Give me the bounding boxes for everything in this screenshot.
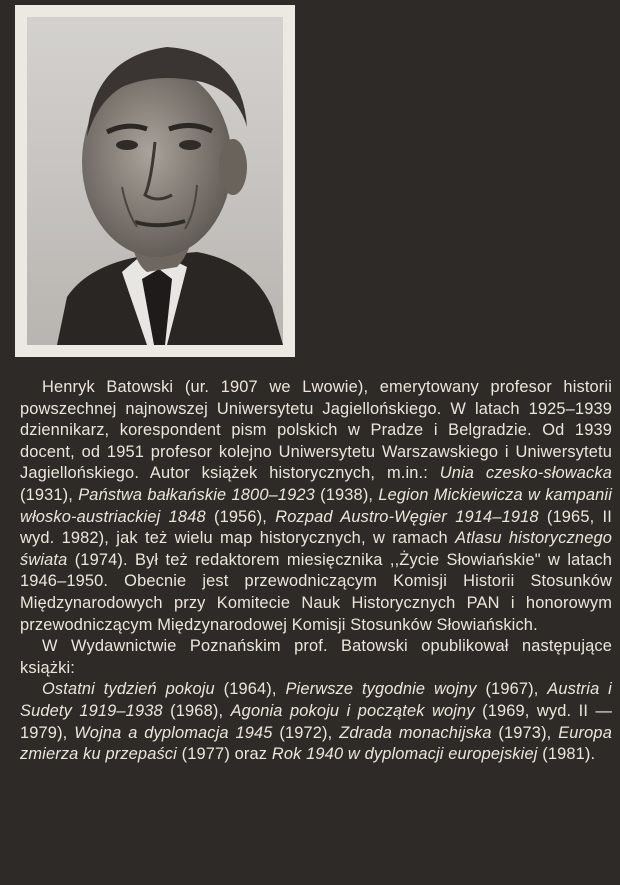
bio-text: (1974). Był też redaktorem miesięcznika ,,Życie Słowiańskie" w latach 1946–1950. Obecnie jest przewodniczącym Komisji Historii Stosunków Międzynarodowych przy Komitecie Nauk Historycznych PAN i honorowym przewodniczącym Międzynarodowej Komisji Stosunków Słowiańskich. <box>20 550 612 634</box>
book-title: Pierwsze tygodnie wojny <box>285 680 477 699</box>
book-title: Legion Mickiewicza w kampanii włosko-austriackiej 1848 <box>20 485 613 526</box>
bio-text: (1967), <box>476 680 548 699</box>
bio-paragraph-career <box>20 377 612 636</box>
book-title: Wojna a dyplomacja 1945 <box>74 723 273 742</box>
bio-text: (1956), <box>205 507 276 526</box>
bio-paragraph-book-list <box>20 679 612 765</box>
author-portrait <box>15 5 295 357</box>
book-title: Rok 1940 w dyplomacji europejskiej <box>271 745 538 764</box>
portrait-photo <box>27 17 283 345</box>
book-title: Rozpad Austro-Węgier 1914–1918 <box>275 507 539 526</box>
book-title: Agonia pokoju i początek wojny <box>230 701 475 720</box>
bio-text: (1981). <box>537 745 596 764</box>
bio-text: (1977) oraz <box>176 745 272 764</box>
bio-text: Henryk Batowski (ur. 1907 we Lwowie), emerytowany profesor historii powszechnej najnowszej Uniwersytetu Jagiellońskiego. W latach 1925–1939 dziennikarz, korespondent pism polskich w Pradze i Belgradzie. Od 1939 docent, od 1951 profesor kolejno Uniwersytetu Warszawskiego i Uniwersytetu Jagiellońskiego. Autor książek historycznych, m.in.: <box>20 378 612 483</box>
bio-text: (1972), <box>272 723 340 742</box>
bio-text: (1973), <box>491 723 559 742</box>
bio-text: (1964), <box>214 680 286 699</box>
book-title: Państwa bałkańskie 1800–1923 <box>78 485 315 504</box>
bio-text: (1931), <box>20 485 79 504</box>
book-title: Europa zmierza ku przepaści <box>20 723 612 764</box>
book-title: Unia czesko-słowacka <box>439 464 612 483</box>
bio-text: (1969, wyd. II — 1979), <box>20 701 612 742</box>
bio-text: (1968), <box>162 701 231 720</box>
bio-text: (1965, II wyd. 1982), jak też wielu map historycznych, w ramach <box>20 507 612 548</box>
book-title: Austria i Sudety 1919–1938 <box>20 680 612 720</box>
book-title: Ostatni tydzień pokoju <box>42 680 215 699</box>
bio-text: (1938), <box>314 485 379 504</box>
author-biography <box>20 377 612 766</box>
bio-text: W Wydawnictwie Poznańskim prof. Batowski opublikował następujące książki: <box>20 637 612 677</box>
book-title: Zdrada monachijska <box>339 723 492 742</box>
book-title: Atlasu historycznego świata <box>20 529 612 569</box>
bio-paragraph-publisher-intro <box>20 636 612 679</box>
